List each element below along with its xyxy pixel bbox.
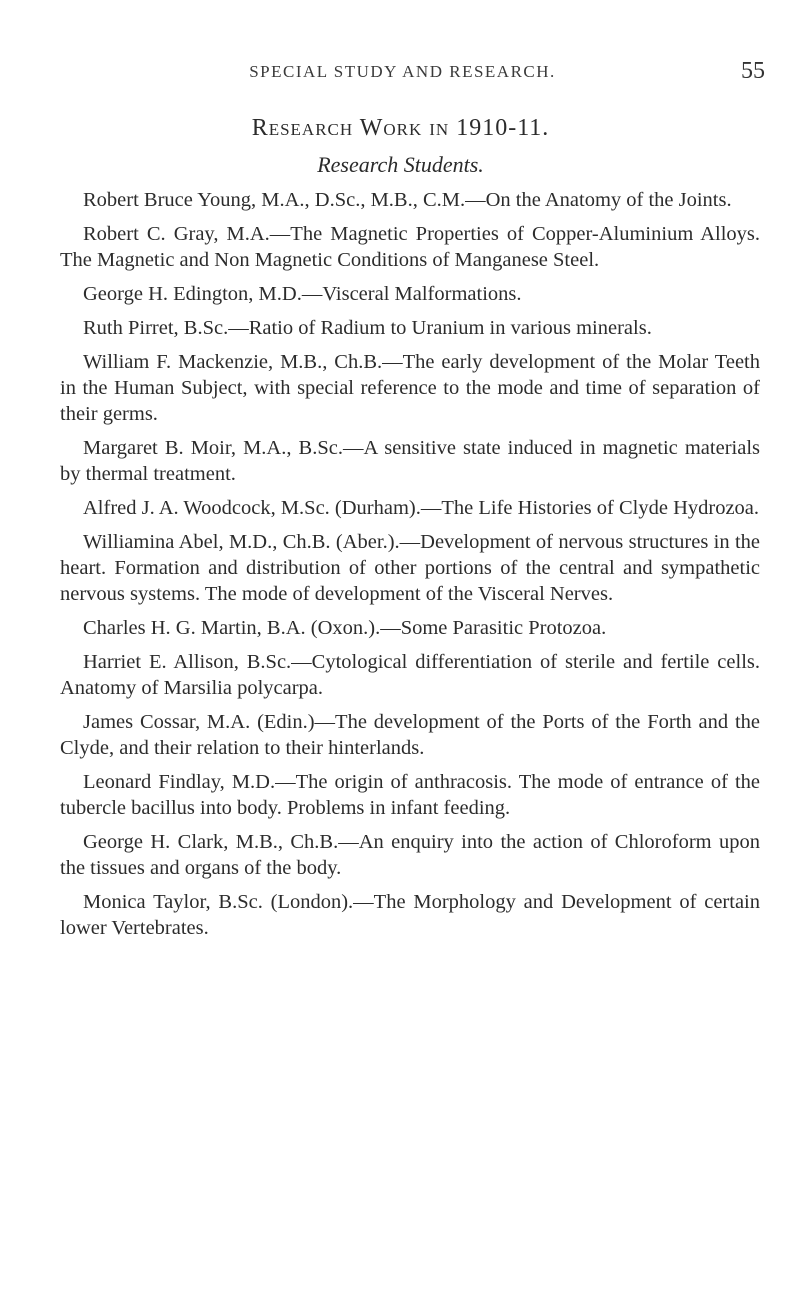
research-entry: Robert Bruce Young, M.A., D.Sc., M.B., C.M.—On the Anatomy of the Joints.: [83, 189, 732, 211]
research-entry: Margaret B. Moir, M.A., B.Sc.—A sensitive state induced in magnetic materials by thermal treatment.: [60, 437, 760, 485]
page-number: 55: [741, 58, 765, 84]
research-entry: Ruth Pirret, B.Sc.—Ratio of Radium to Uranium in various minerals.: [83, 317, 652, 339]
research-entry: Alfred J. A. Woodcock, M.Sc. (Durham).—The Life Histories of Clyde Hydrozoa.: [83, 497, 760, 519]
research-entry: Harriet E. Allison, B.Sc.—Cytological differentiation of sterile and fertile cells. Anatomy of Marsilia polycarpa.: [60, 651, 760, 699]
section-title: Research Work in 1910-11.: [251, 115, 550, 141]
subsection-title: Research Students.: [317, 152, 484, 177]
running-header: [40, 58, 765, 92]
research-entries-list: [60, 187, 760, 949]
research-entry: William F. Mackenzie, M.B., Ch.B.—The early development of the Molar Teeth in the Human Subject, with special reference to the mode and time of separation of their germs.: [60, 351, 760, 425]
research-entry: Robert C. Gray, M.A.—The Magnetic Properties of Copper-Aluminium Alloys. The Magnetic and Non Magnetic Conditions of Manganese Steel.: [60, 223, 760, 271]
research-entry: James Cossar, M.A. (Edin.)—The development of the Ports of the Forth and the Clyde, and their relation to their hinterlands.: [60, 711, 760, 759]
research-entry: Leonard Findlay, M.D.—The origin of anthracosis. The mode of entrance of the tubercle bacillus into body. Problems in infant feeding.: [60, 771, 760, 819]
research-entry: Charles H. G. Martin, B.A. (Oxon.).—Some Parasitic Protozoa.: [83, 617, 607, 639]
research-entry: Williamina Abel, M.D., Ch.B. (Aber.).—Development of nervous structures in the heart. Formation and distribution of other portions of the central and sympathetic nervous systems. The mode of development of the Visceral Nerves.: [60, 531, 760, 605]
running-title: SPECIAL STUDY AND RESEARCH.: [249, 62, 556, 81]
research-entry: George H. Clark, M.B., Ch.B.—An enquiry into the action of Chloroform upon the tissues and organs of the body.: [60, 831, 760, 879]
research-entry: George H. Edington, M.D.—Visceral Malformations.: [83, 283, 522, 305]
research-entry: Monica Taylor, B.Sc. (London).—The Morphology and Development of certain lower Vertebrates.: [60, 891, 760, 939]
